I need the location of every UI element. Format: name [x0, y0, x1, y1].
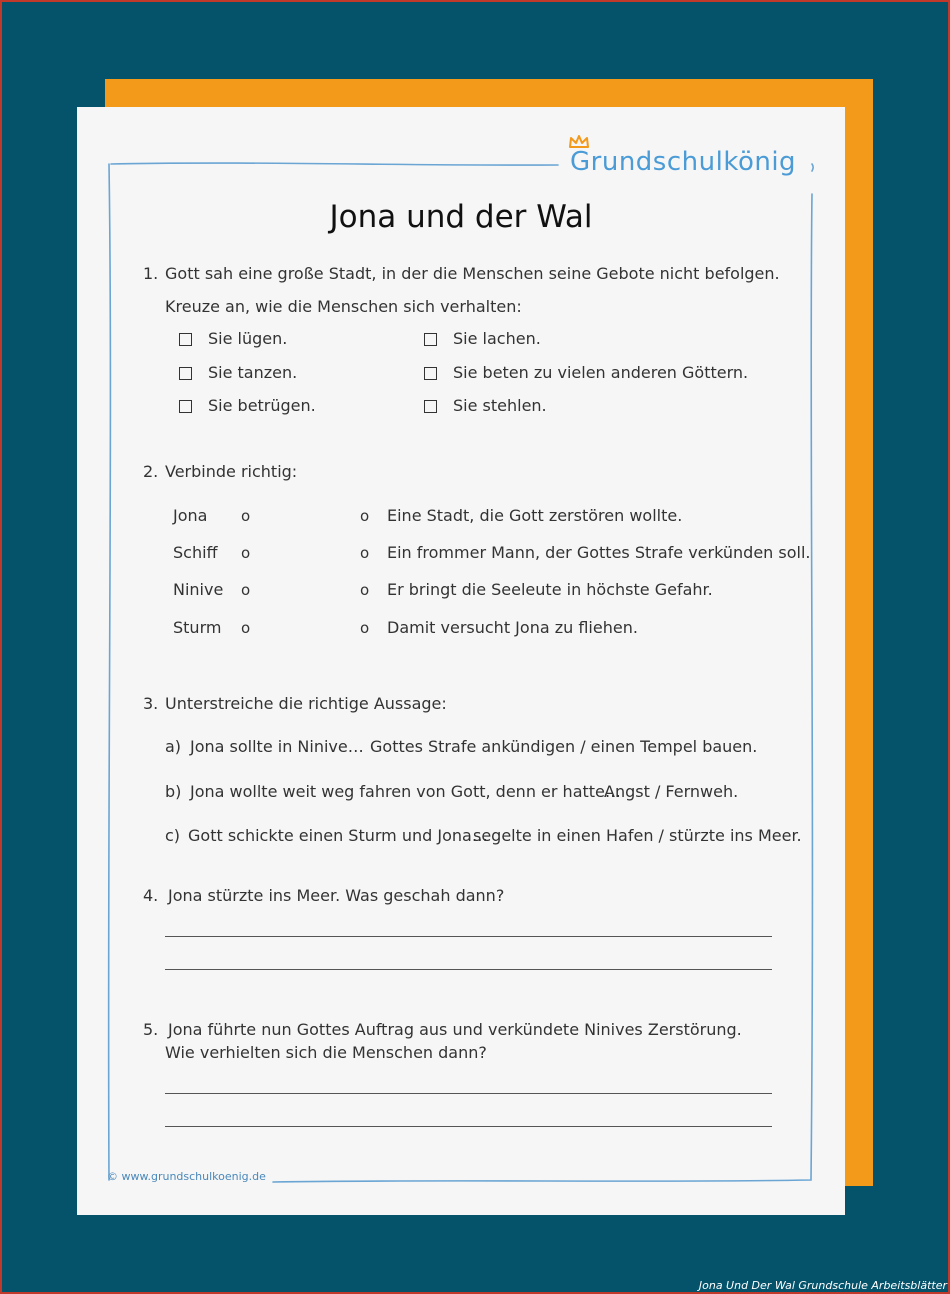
q3-item-stem: Jona wollte weit weg fahren von Gott, denn er hatte… [190, 782, 621, 801]
q1-checkbox[interactable] [179, 367, 192, 380]
q1-option-right: Sie stehlen. [453, 396, 547, 415]
q2-left-term: Ninive [173, 580, 224, 599]
q1-checkbox[interactable] [424, 367, 437, 380]
q5-number: 5. [143, 1020, 159, 1039]
q5-answer-line[interactable] [165, 1093, 772, 1094]
q2-right-dot[interactable]: o [360, 581, 370, 599]
q1-option-left: Sie lügen. [208, 329, 288, 348]
image-caption: Jona Und Der Wal Grundschule Arbeitsblätter [698, 1279, 947, 1292]
q3-item-label: b) [165, 782, 182, 801]
q3-item-label: a) [165, 737, 182, 756]
q4-prompt: Jona stürzte ins Meer. Was geschah dann? [168, 886, 505, 905]
q3-item-label: c) [165, 826, 181, 845]
q2-left-dot[interactable]: o [241, 581, 251, 599]
q2-left-dot[interactable]: o [241, 544, 251, 562]
q3-item-options[interactable]: Gottes Strafe ankündigen / einen Tempel bauen. [370, 737, 758, 756]
q2-left-dot[interactable]: o [241, 507, 251, 525]
q3-item-options[interactable]: segelte in einen Hafen / stürzte ins Meer. [473, 826, 802, 845]
q1-option-right: Sie beten zu vielen anderen Göttern. [453, 363, 749, 382]
footer-copyright: © www.grundschulkoenig.de [107, 1170, 266, 1183]
q2-right-definition: Ein frommer Mann, der Gottes Strafe verkünden soll. [387, 543, 811, 562]
worksheet-title: Jona und der Wal [329, 199, 593, 235]
q5-answer-line[interactable] [165, 1126, 772, 1127]
q2-right-definition: Eine Stadt, die Gott zerstören wollte. [387, 506, 683, 525]
q2-prompt: Verbinde richtig: [165, 462, 298, 481]
brand-logo [570, 147, 796, 177]
q2-number: 2. [143, 462, 159, 481]
q2-right-dot[interactable]: o [360, 507, 370, 525]
q2-right-dot[interactable]: o [360, 544, 370, 562]
q2-right-definition: Er bringt die Seeleute in höchste Gefahr. [387, 580, 713, 599]
q1-option-left: Sie tanzen. [208, 363, 298, 382]
q2-left-dot[interactable]: o [241, 619, 251, 637]
q3-number: 3. [143, 694, 159, 713]
q3-item-options[interactable]: Angst / Fernweh. [604, 782, 739, 801]
q2-left-term: Jona [173, 506, 208, 525]
brand-logo-text: Grundschulkönig [570, 147, 797, 177]
q1-option-left: Sie betrügen. [208, 396, 316, 415]
q5-line-1: Jona führte nun Gottes Auftrag aus und verkündete Ninives Zerstörung. [168, 1020, 742, 1039]
q1-number: 1. [143, 264, 159, 283]
q1-checkbox[interactable] [179, 400, 192, 413]
q1-option-right: Sie lachen. [453, 329, 541, 348]
crown-icon [568, 135, 590, 149]
q3-item-stem: Jona sollte in Ninive… [190, 737, 364, 756]
q1-checkbox[interactable] [424, 333, 437, 346]
q4-number: 4. [143, 886, 159, 905]
q4-answer-line[interactable] [165, 936, 772, 937]
q2-left-term: Sturm [173, 618, 222, 637]
q2-left-term: Schiff [173, 543, 218, 562]
q4-answer-line[interactable] [165, 969, 772, 970]
q1-line-1: Gott sah eine große Stadt, in der die Menschen seine Gebote nicht befolgen. [165, 264, 780, 283]
q3-prompt: Unterstreiche die richtige Aussage: [165, 694, 447, 713]
q1-checkbox[interactable] [424, 400, 437, 413]
q2-right-definition: Damit versucht Jona zu fliehen. [387, 618, 638, 637]
worksheet-page [77, 107, 845, 1215]
q2-right-dot[interactable]: o [360, 619, 370, 637]
q5-line-2: Wie verhielten sich die Menschen dann? [165, 1043, 487, 1062]
q3-item-stem: Gott schickte einen Sturm und Jona… [188, 826, 488, 845]
q1-line-2: Kreuze an, wie die Menschen sich verhalten: [165, 297, 522, 316]
q1-checkbox[interactable] [179, 333, 192, 346]
